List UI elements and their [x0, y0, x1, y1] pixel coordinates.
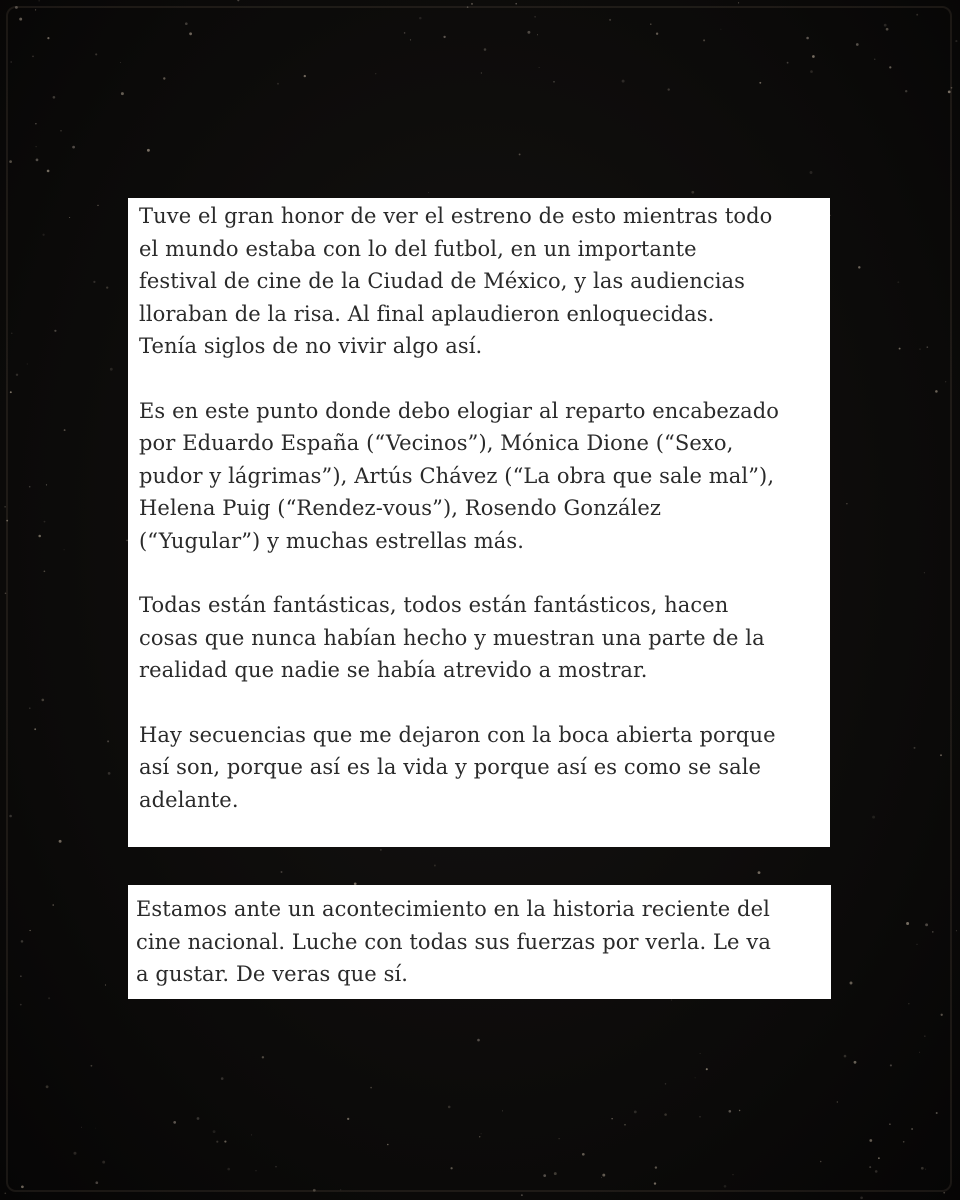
- dust-speck: [856, 43, 859, 46]
- dust-speck: [9, 160, 12, 163]
- dust-speck: [810, 171, 813, 174]
- dust-speck: [738, 2, 739, 3]
- dust-speck: [404, 32, 406, 34]
- dust-speck: [908, 1003, 909, 1004]
- dust-speck: [35, 9, 36, 10]
- dust-speck: [935, 390, 938, 393]
- dust-speck: [924, 572, 925, 573]
- dust-speck: [889, 1123, 891, 1125]
- dust-speck: [554, 1172, 557, 1175]
- dust-speck: [304, 75, 306, 77]
- dust-speck: [622, 80, 625, 83]
- dust-speck: [38, 0, 39, 1]
- dust-speck: [539, 67, 540, 68]
- dust-speck: [634, 1111, 637, 1114]
- dust-speck: [11, 333, 12, 334]
- dust-speck: [27, 364, 28, 365]
- dust-speck: [47, 170, 50, 173]
- dust-speck: [945, 381, 946, 382]
- dust-speck: [582, 1153, 585, 1156]
- dust-speck: [810, 70, 813, 73]
- dust-speck: [543, 1174, 546, 1177]
- dust-speck: [806, 37, 809, 40]
- dust-speck: [262, 1056, 264, 1058]
- dust-speck: [46, 1085, 49, 1088]
- dust-speck: [943, 1192, 945, 1194]
- dust-speck: [4, 1192, 6, 1194]
- dust-speck: [916, 944, 917, 945]
- dust-speck: [9, 815, 12, 818]
- dust-speck: [121, 92, 124, 95]
- dust-speck: [95, 1128, 96, 1129]
- dust-speck: [739, 1110, 740, 1111]
- dust-speck: [611, 1118, 612, 1119]
- dust-speck: [886, 28, 889, 31]
- dust-speck: [906, 922, 909, 925]
- dust-speck: [275, 1166, 276, 1167]
- dust-speck: [419, 17, 422, 20]
- dust-speck: [36, 146, 37, 147]
- dust-speck: [759, 82, 761, 84]
- dust-speck: [185, 22, 188, 25]
- dust-speck: [60, 130, 62, 132]
- dust-speck: [347, 1118, 349, 1120]
- dust-speck: [921, 1167, 924, 1170]
- dust-speck: [20, 1004, 22, 1006]
- dust-speck: [515, 3, 517, 5]
- dust-speck: [699, 1116, 701, 1118]
- dust-speck: [927, 346, 929, 348]
- dust-speck: [227, 1168, 230, 1171]
- dust-speck: [897, 281, 899, 283]
- dust-speck: [869, 1139, 872, 1142]
- dust-speck: [6, 520, 8, 522]
- dust-speck: [434, 865, 436, 867]
- dust-speck: [120, 62, 121, 63]
- dust-speck: [703, 39, 705, 41]
- dust-speck: [878, 1157, 880, 1159]
- dust-speck: [370, 1087, 372, 1089]
- dust-speck: [10, 61, 12, 63]
- dust-speck: [5, 593, 7, 595]
- dust-speck: [655, 1166, 657, 1168]
- dust-speck: [671, 999, 672, 1000]
- dust-speck: [41, 699, 44, 702]
- dust-speck: [105, 984, 106, 985]
- dust-speck: [450, 1167, 452, 1169]
- dust-speck: [74, 1152, 77, 1155]
- dust-speck: [213, 1130, 216, 1133]
- dust-speck: [481, 72, 482, 73]
- review-paragraph-3: Todas están fantásticas, todos están fantásticos, hacen cosas que nunca habían hecho y muestran una parte de la realidad que nadie se había atrevido a mostrar.: [139, 593, 765, 682]
- dust-speck: [925, 923, 928, 926]
- dust-speck: [601, 1177, 602, 1178]
- dust-speck: [224, 1141, 226, 1143]
- dust-speck: [916, 14, 918, 16]
- dust-speck: [48, 997, 50, 999]
- dust-speck: [899, 348, 901, 350]
- dust-speck: [163, 77, 165, 79]
- dust-speck: [844, 1055, 847, 1058]
- dust-speck: [21, 940, 24, 943]
- dust-speck: [955, 40, 957, 42]
- dust-speck: [10, 391, 12, 393]
- dust-speck: [21, 1185, 24, 1188]
- dust-speck: [91, 1065, 93, 1067]
- dust-speck: [375, 73, 376, 74]
- dust-speck: [858, 266, 860, 268]
- dust-speck: [340, 1189, 341, 1190]
- dust-speck: [837, 1101, 838, 1102]
- dust-speck: [874, 59, 875, 60]
- dust-speck: [884, 24, 887, 27]
- dust-speck: [64, 429, 66, 431]
- dust-speck: [889, 66, 891, 68]
- dust-speck: [189, 32, 192, 35]
- dust-speck: [387, 1144, 389, 1146]
- dust-speck: [448, 1106, 451, 1109]
- dust-speck: [932, 931, 934, 933]
- dust-speck: [553, 81, 555, 83]
- dust-speck: [664, 1113, 667, 1116]
- dust-speck: [52, 904, 54, 906]
- dust-speck: [624, 1124, 626, 1126]
- dust-speck: [35, 123, 36, 124]
- closing-text-card: [128, 885, 831, 999]
- dust-speck: [956, 930, 957, 931]
- dust-speck: [869, 1166, 871, 1168]
- dust-speck: [46, 484, 47, 485]
- dust-speck: [54, 330, 56, 332]
- dust-speck: [29, 707, 30, 708]
- dust-speck: [216, 1141, 218, 1143]
- dust-speck: [237, 0, 239, 1]
- dust-speck: [19, 18, 22, 21]
- dust-speck: [30, 930, 31, 931]
- dust-speck: [941, 1014, 943, 1016]
- dust-speck: [81, 1127, 82, 1128]
- dust-speck: [890, 1064, 892, 1066]
- dust-speck: [654, 1182, 656, 1184]
- dust-speck: [860, 1196, 863, 1199]
- dust-speck: [481, 1133, 482, 1134]
- dust-speck: [656, 33, 658, 35]
- dust-speck: [44, 521, 46, 523]
- dust-speck: [665, 1083, 666, 1084]
- dust-speck: [477, 1039, 480, 1042]
- dust-speck: [197, 1117, 200, 1120]
- dust-speck: [16, 374, 18, 376]
- dust-speck: [732, 1174, 733, 1175]
- dust-speck: [380, 849, 381, 850]
- dust-speck: [903, 1141, 905, 1143]
- dust-speck: [72, 146, 75, 149]
- dust-speck: [609, 19, 611, 21]
- dust-speck: [720, 29, 721, 30]
- dust-speck: [650, 24, 651, 25]
- dust-speck: [147, 149, 150, 152]
- dust-speck: [919, 1052, 920, 1053]
- dust-speck: [758, 871, 761, 874]
- dust-speck: [875, 1170, 878, 1173]
- dust-speck: [102, 1161, 105, 1164]
- dust-speck: [940, 754, 942, 756]
- dust-speck: [38, 535, 41, 538]
- dust-speck: [691, 191, 694, 194]
- dust-speck: [93, 281, 95, 283]
- closing-paragraph: Estamos ante un acontecimiento en la historia reciente del cine nacional. Luche con todas sus fuerzas por verla. Le va a gustar. De veras que sí.: [136, 897, 771, 986]
- dust-speck: [42, 234, 44, 236]
- dust-speck: [44, 570, 46, 572]
- dust-speck: [69, 217, 70, 218]
- dust-speck: [64, 549, 65, 550]
- dust-speck: [602, 1174, 605, 1177]
- dust-speck: [668, 88, 670, 90]
- dust-speck: [925, 1169, 926, 1170]
- dust-speck: [521, 1194, 523, 1196]
- dust-speck: [47, 37, 49, 39]
- dust-speck: [537, 34, 538, 35]
- dust-speck: [277, 83, 279, 85]
- review-paragraph-4: Hay secuencias que me dejaron con la boca abierta porque así son, porque así es la vida y porque así es como se sale adelante.: [139, 722, 776, 812]
- dust-speck: [110, 368, 113, 371]
- dust-speck: [479, 1136, 480, 1137]
- dust-speck: [107, 740, 109, 742]
- dust-speck: [820, 1161, 822, 1163]
- dust-speck: [559, 1138, 560, 1139]
- dust-speck: [724, 1185, 727, 1188]
- dust-speck: [812, 55, 815, 58]
- dust-speck: [443, 36, 445, 38]
- dust-speck: [700, 1053, 701, 1054]
- dust-speck: [29, 486, 31, 488]
- dust-speck: [251, 1134, 252, 1135]
- dust-speck: [32, 56, 34, 58]
- dust-speck: [173, 1121, 176, 1124]
- dust-speck: [410, 39, 411, 40]
- dust-speck: [951, 87, 953, 89]
- review-text-card: [128, 198, 830, 847]
- dust-speck: [534, 16, 536, 18]
- dust-speck: [36, 159, 39, 162]
- dust-speck: [948, 91, 951, 94]
- dust-speck: [97, 205, 98, 206]
- dust-speck: [108, 772, 111, 775]
- dust-speck: [53, 96, 56, 99]
- dust-speck: [95, 53, 97, 55]
- dust-speck: [706, 1068, 708, 1070]
- dust-speck: [467, 6, 469, 8]
- dust-speck: [313, 1189, 316, 1192]
- dust-speck: [15, 6, 18, 9]
- dust-speck: [914, 747, 916, 749]
- dust-speck: [872, 816, 875, 819]
- dust-speck: [850, 982, 853, 985]
- dust-speck: [911, 1128, 913, 1130]
- dust-speck: [471, 3, 473, 5]
- dust-speck: [106, 286, 108, 288]
- dust-speck: [936, 1112, 938, 1114]
- dust-speck: [255, 1170, 256, 1171]
- dust-speck: [924, 1036, 925, 1037]
- dust-speck: [920, 349, 921, 350]
- dust-speck: [484, 48, 487, 51]
- dust-speck: [95, 1181, 98, 1184]
- dust-speck: [519, 153, 521, 155]
- dust-speck: [502, 1110, 503, 1111]
- dust-speck: [527, 31, 530, 34]
- dust-speck: [281, 871, 283, 873]
- dust-speck: [34, 728, 36, 730]
- dust-speck: [59, 840, 62, 843]
- dust-speck: [846, 503, 847, 504]
- dust-speck: [20, 976, 21, 977]
- dust-speck: [854, 1061, 857, 1064]
- dust-speck: [428, 192, 429, 193]
- review-paragraph-1: Tuve el gran honor de ver el estreno de esto mientras todo el mundo estaba con lo del futbol, en un importante festival de cine de la Ciudad de México, y las audiencias lloraban de la risa. Al final aplaudieron enloquecidas. Tenía siglos de no vivir algo así.: [139, 204, 773, 358]
- dust-speck: [4, 506, 6, 508]
- dust-speck: [905, 90, 907, 92]
- dust-speck: [695, 1077, 696, 1078]
- dust-speck: [728, 1110, 731, 1113]
- dust-speck: [787, 62, 789, 64]
- review-paragraph-2: Es en este punto donde debo elogiar al reparto encabezado por Eduardo España (“Vecinos”), Mónica Dione (“Sexo, pudor y lágrimas”), Artús Chávez (“La obra que sale mal”), Helena Puig (“Rendez-vous”), Rosendo González (“Yugular”) y muchas estrellas más.: [139, 398, 779, 553]
- dust-speck: [221, 1077, 224, 1080]
